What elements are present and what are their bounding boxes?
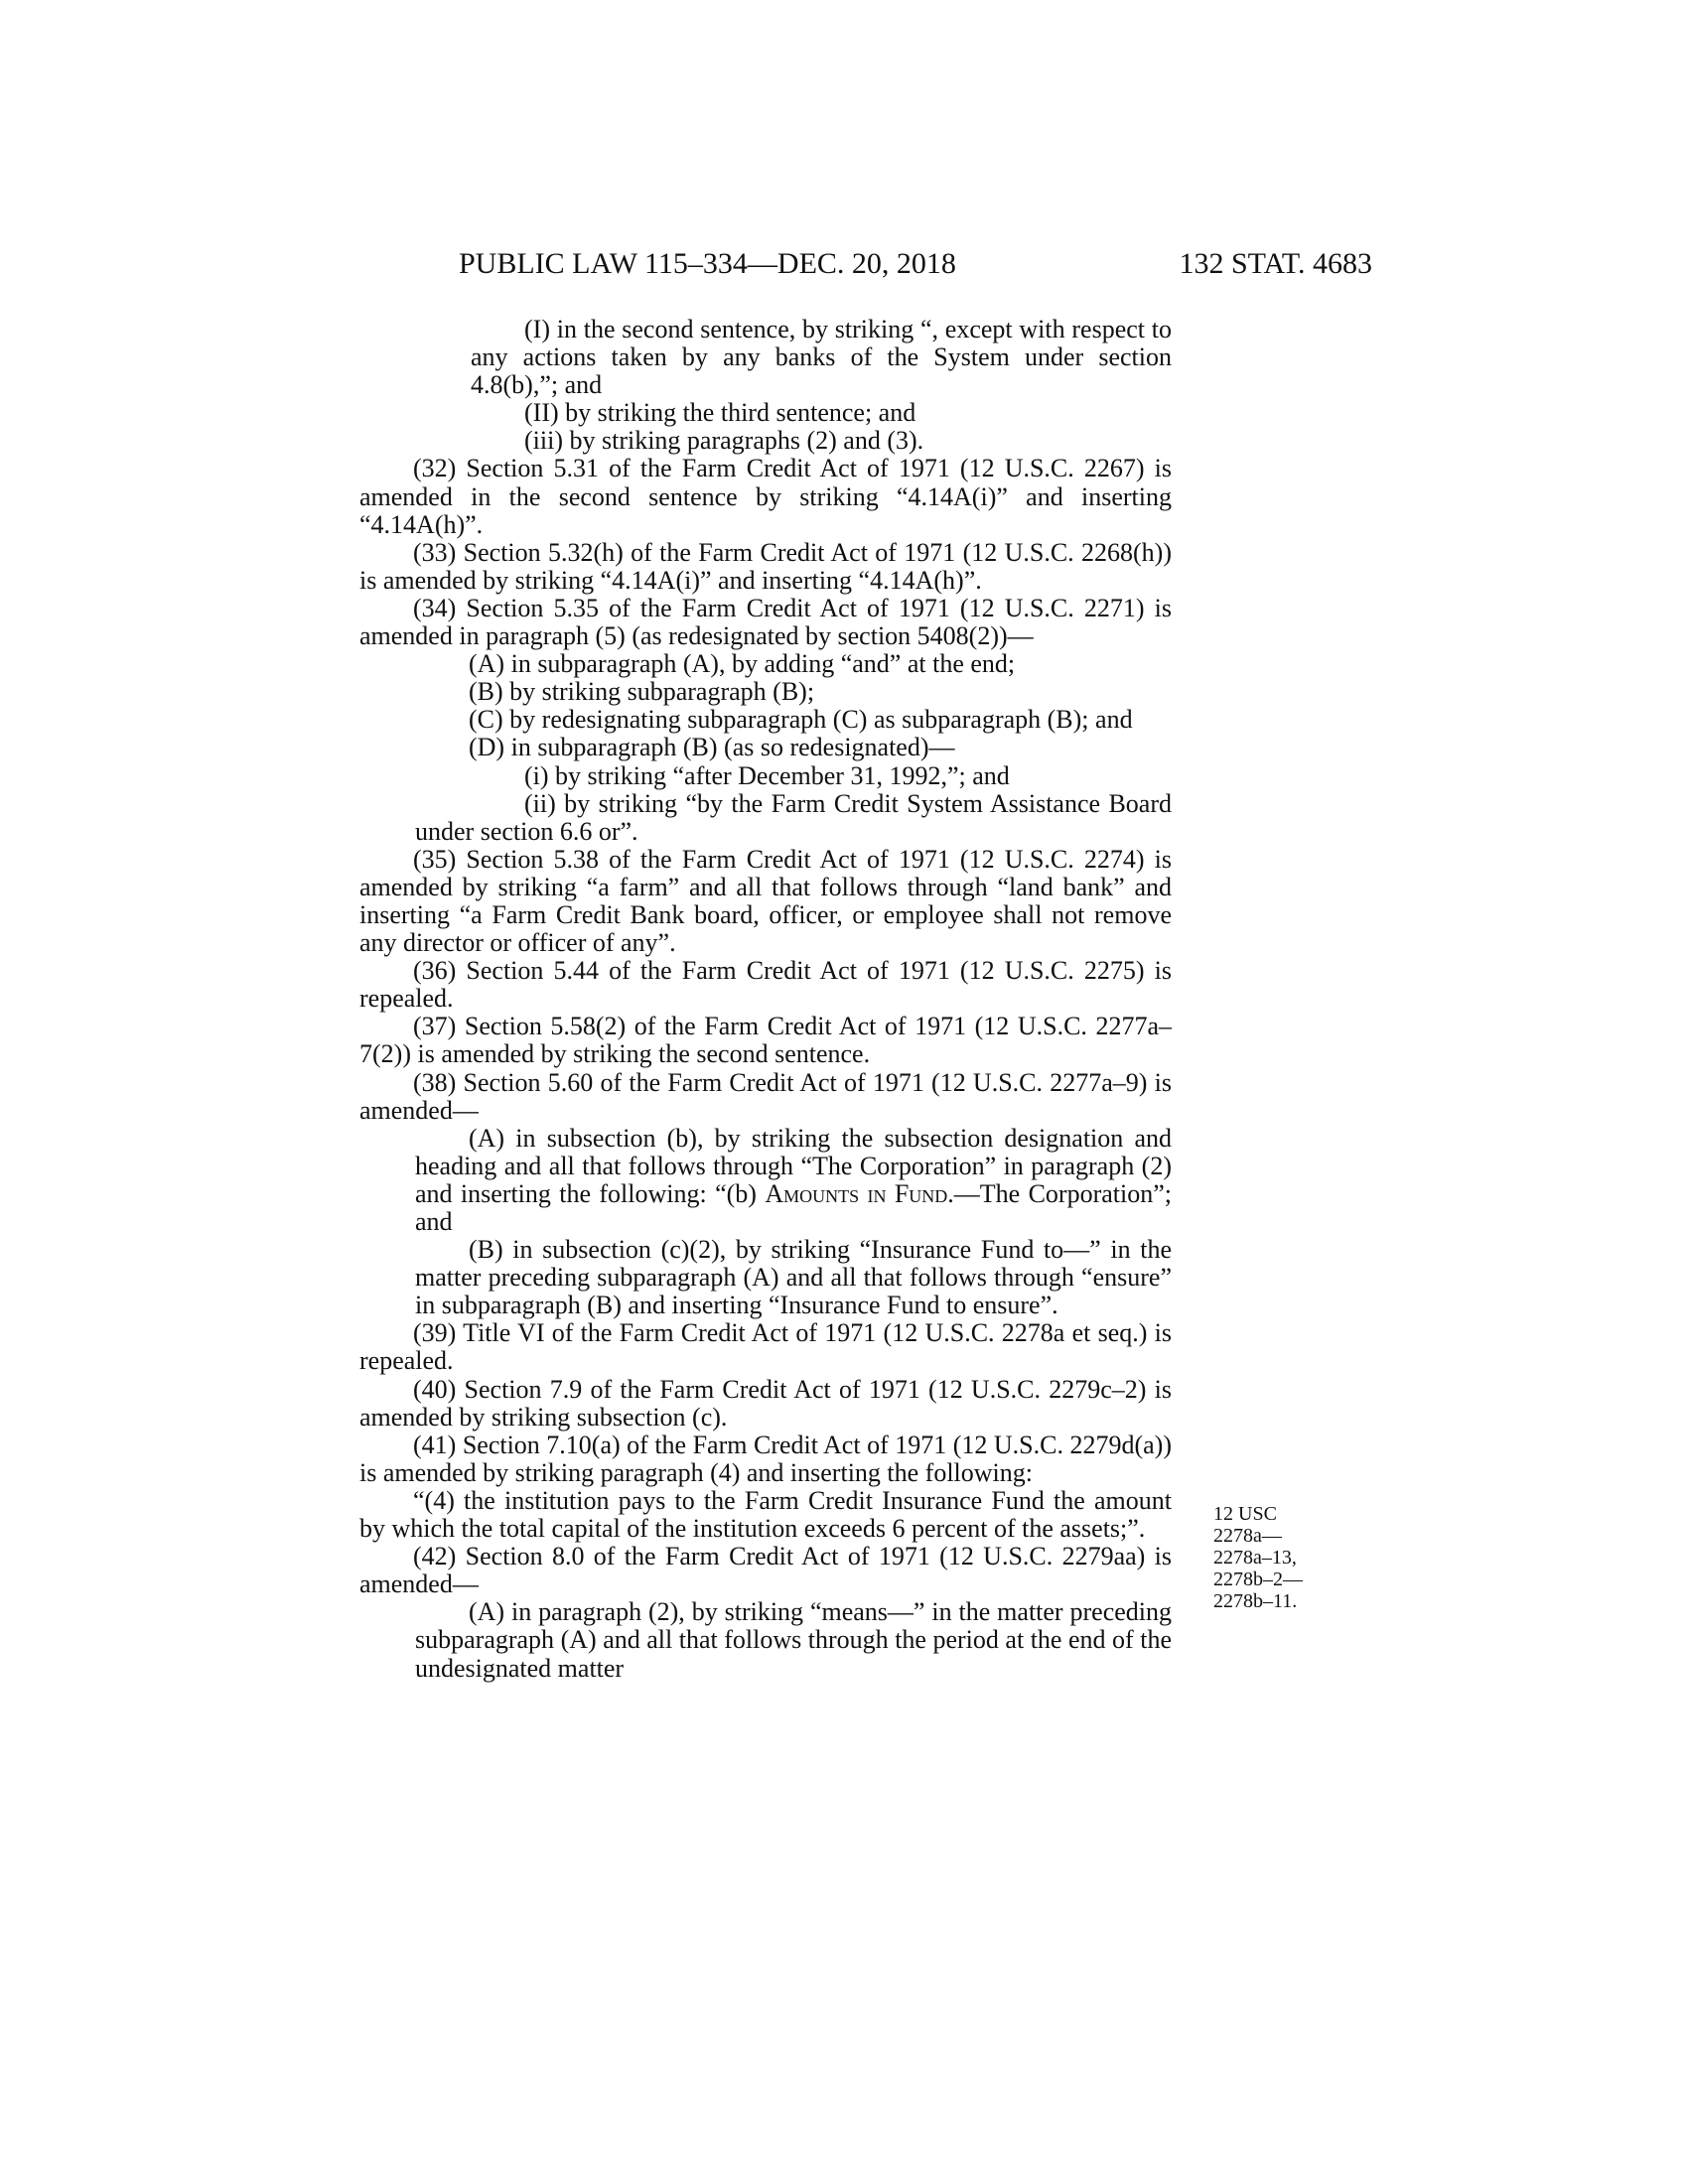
section-37: (37) Section 5.58(2) of the Farm Credit Act of 1971 (12 U.S.C. 2277a–7(2)) is amended by striking the second sentence. xyxy=(359,1012,1172,1069)
section-34: (34) Section 5.35 of the Farm Credit Act of 1971 (12 U.S.C. 2271) is amended in paragraph (5) (as redesignated by section 5408(2))— xyxy=(359,593,1172,651)
section-42: (42) Section 8.0 of the Farm Credit Act of 1971 (12 U.S.C. 2279aa) is amended— xyxy=(359,1542,1172,1599)
section-34-d-ii: (ii) by striking “by the Farm Credit System Assistance Board under section 6.6 or”. xyxy=(415,788,1172,846)
margin-note-usc xyxy=(1213,1503,1333,1612)
section-36: (36) Section 5.44 of the Farm Credit Act of 1971 (12 U.S.C. 2275) is repealed. xyxy=(359,956,1172,1014)
section-40: (40) Section 7.9 of the Farm Credit Act of 1971 (12 U.S.C. 2279c–2) is amended by striking subsection (c). xyxy=(359,1374,1172,1432)
section-38-a: (A) in subsection (b), by striking the subsection designation and heading and all that follows through “The Corporation” in paragraph (2) and inserting the following: “(b) Amounts in Fund.—The Corporation”; and xyxy=(415,1123,1172,1236)
section-42-a: (A) in paragraph (2), by striking “means—” in the matter preceding subparagraph (A) and all that follows through the period at the end of the undesignated matter xyxy=(415,1597,1172,1683)
margin-note-line: 2278a–13, xyxy=(1213,1547,1297,1569)
section-34-c: (C) by redesignating subparagraph (C) as subparagraph (B); and xyxy=(469,705,1133,735)
section-33: (33) Section 5.32(h) of the Farm Credit Act of 1971 (12 U.S.C. 2268(h)) is amended by striking “4.14A(i)” and inserting “4.14A(h)”. xyxy=(359,537,1172,595)
clause-paragraphs-2-3: (iii) by striking paragraphs (2) and (3). xyxy=(524,426,924,456)
header-title: PUBLIC LAW 115–334—DEC. 20, 2018 xyxy=(459,247,956,280)
section-41: (41) Section 7.10(a) of the Farm Credit Act of 1971 (12 U.S.C. 2279d(a)) is amended by striking paragraph (4) and inserting the following: xyxy=(359,1430,1172,1487)
margin-note-line: 2278b–2— xyxy=(1213,1569,1303,1590)
clause-third-sentence: (II) by striking the third sentence; and xyxy=(524,398,916,428)
document-body xyxy=(359,316,1172,1683)
section-38: (38) Section 5.60 of the Farm Credit Act of 1971 (12 U.S.C. 2277a–9) is amended— xyxy=(359,1067,1172,1125)
section-34-a: (A) in subparagraph (A), by adding “and” at the end; xyxy=(469,649,1016,679)
section-34-b: (B) by striking subparagraph (B); xyxy=(469,677,815,707)
clause-second-sentence: (I) in the second sentence, by striking “, except with respect to any actions taken by any banks of the System under section 4.8(b),”; and xyxy=(471,315,1172,400)
margin-note-line: 12 USC xyxy=(1213,1503,1277,1525)
section-38-b: (B) in subsection (c)(2), by striking “Insurance Fund to—” in the matter preceding subparagraph (A) and all that follows through “ensure” in subparagraph (B) and inserting “Insurance Fund to ensure”. xyxy=(415,1235,1172,1320)
section-41-quoted-4: “(4) the institution pays to the Farm Credit Insurance Fund the amount by which the total capital of the institution exceeds 6 percent of the assets;”. xyxy=(359,1485,1172,1544)
section-34-d-i: (i) by striking “after December 31, 1992,”; and xyxy=(524,760,1010,790)
margin-note-line: 2278a— xyxy=(1213,1525,1282,1547)
section-39: (39) Title VI of the Farm Credit Act of 1971 (12 U.S.C. 2278a et seq.) is repealed. xyxy=(359,1318,1172,1376)
header-stat-citation: 132 STAT. 4683 xyxy=(1179,247,1372,280)
margin-note-line: 2278b–11. xyxy=(1213,1590,1298,1612)
section-34-d: (D) in subparagraph (B) (as so redesignated)— xyxy=(469,733,955,762)
section-32: (32) Section 5.31 of the Farm Credit Act of 1971 (12 U.S.C. 2267) is amended in the second sentence by striking “4.14A(i)” and inserting “4.14A(h)”. xyxy=(359,454,1172,539)
heading-amounts-in-fund: Amounts in Fund xyxy=(765,1178,948,1208)
section-35: (35) Section 5.38 of the Farm Credit Act of 1971 (12 U.S.C. 2274) is amended by striking “a farm” and all that follows through “land bank” and inserting “a Farm Credit Bank board, officer, or employee shall not remove any director or officer of any”. xyxy=(359,844,1172,958)
page-header xyxy=(459,244,1372,284)
